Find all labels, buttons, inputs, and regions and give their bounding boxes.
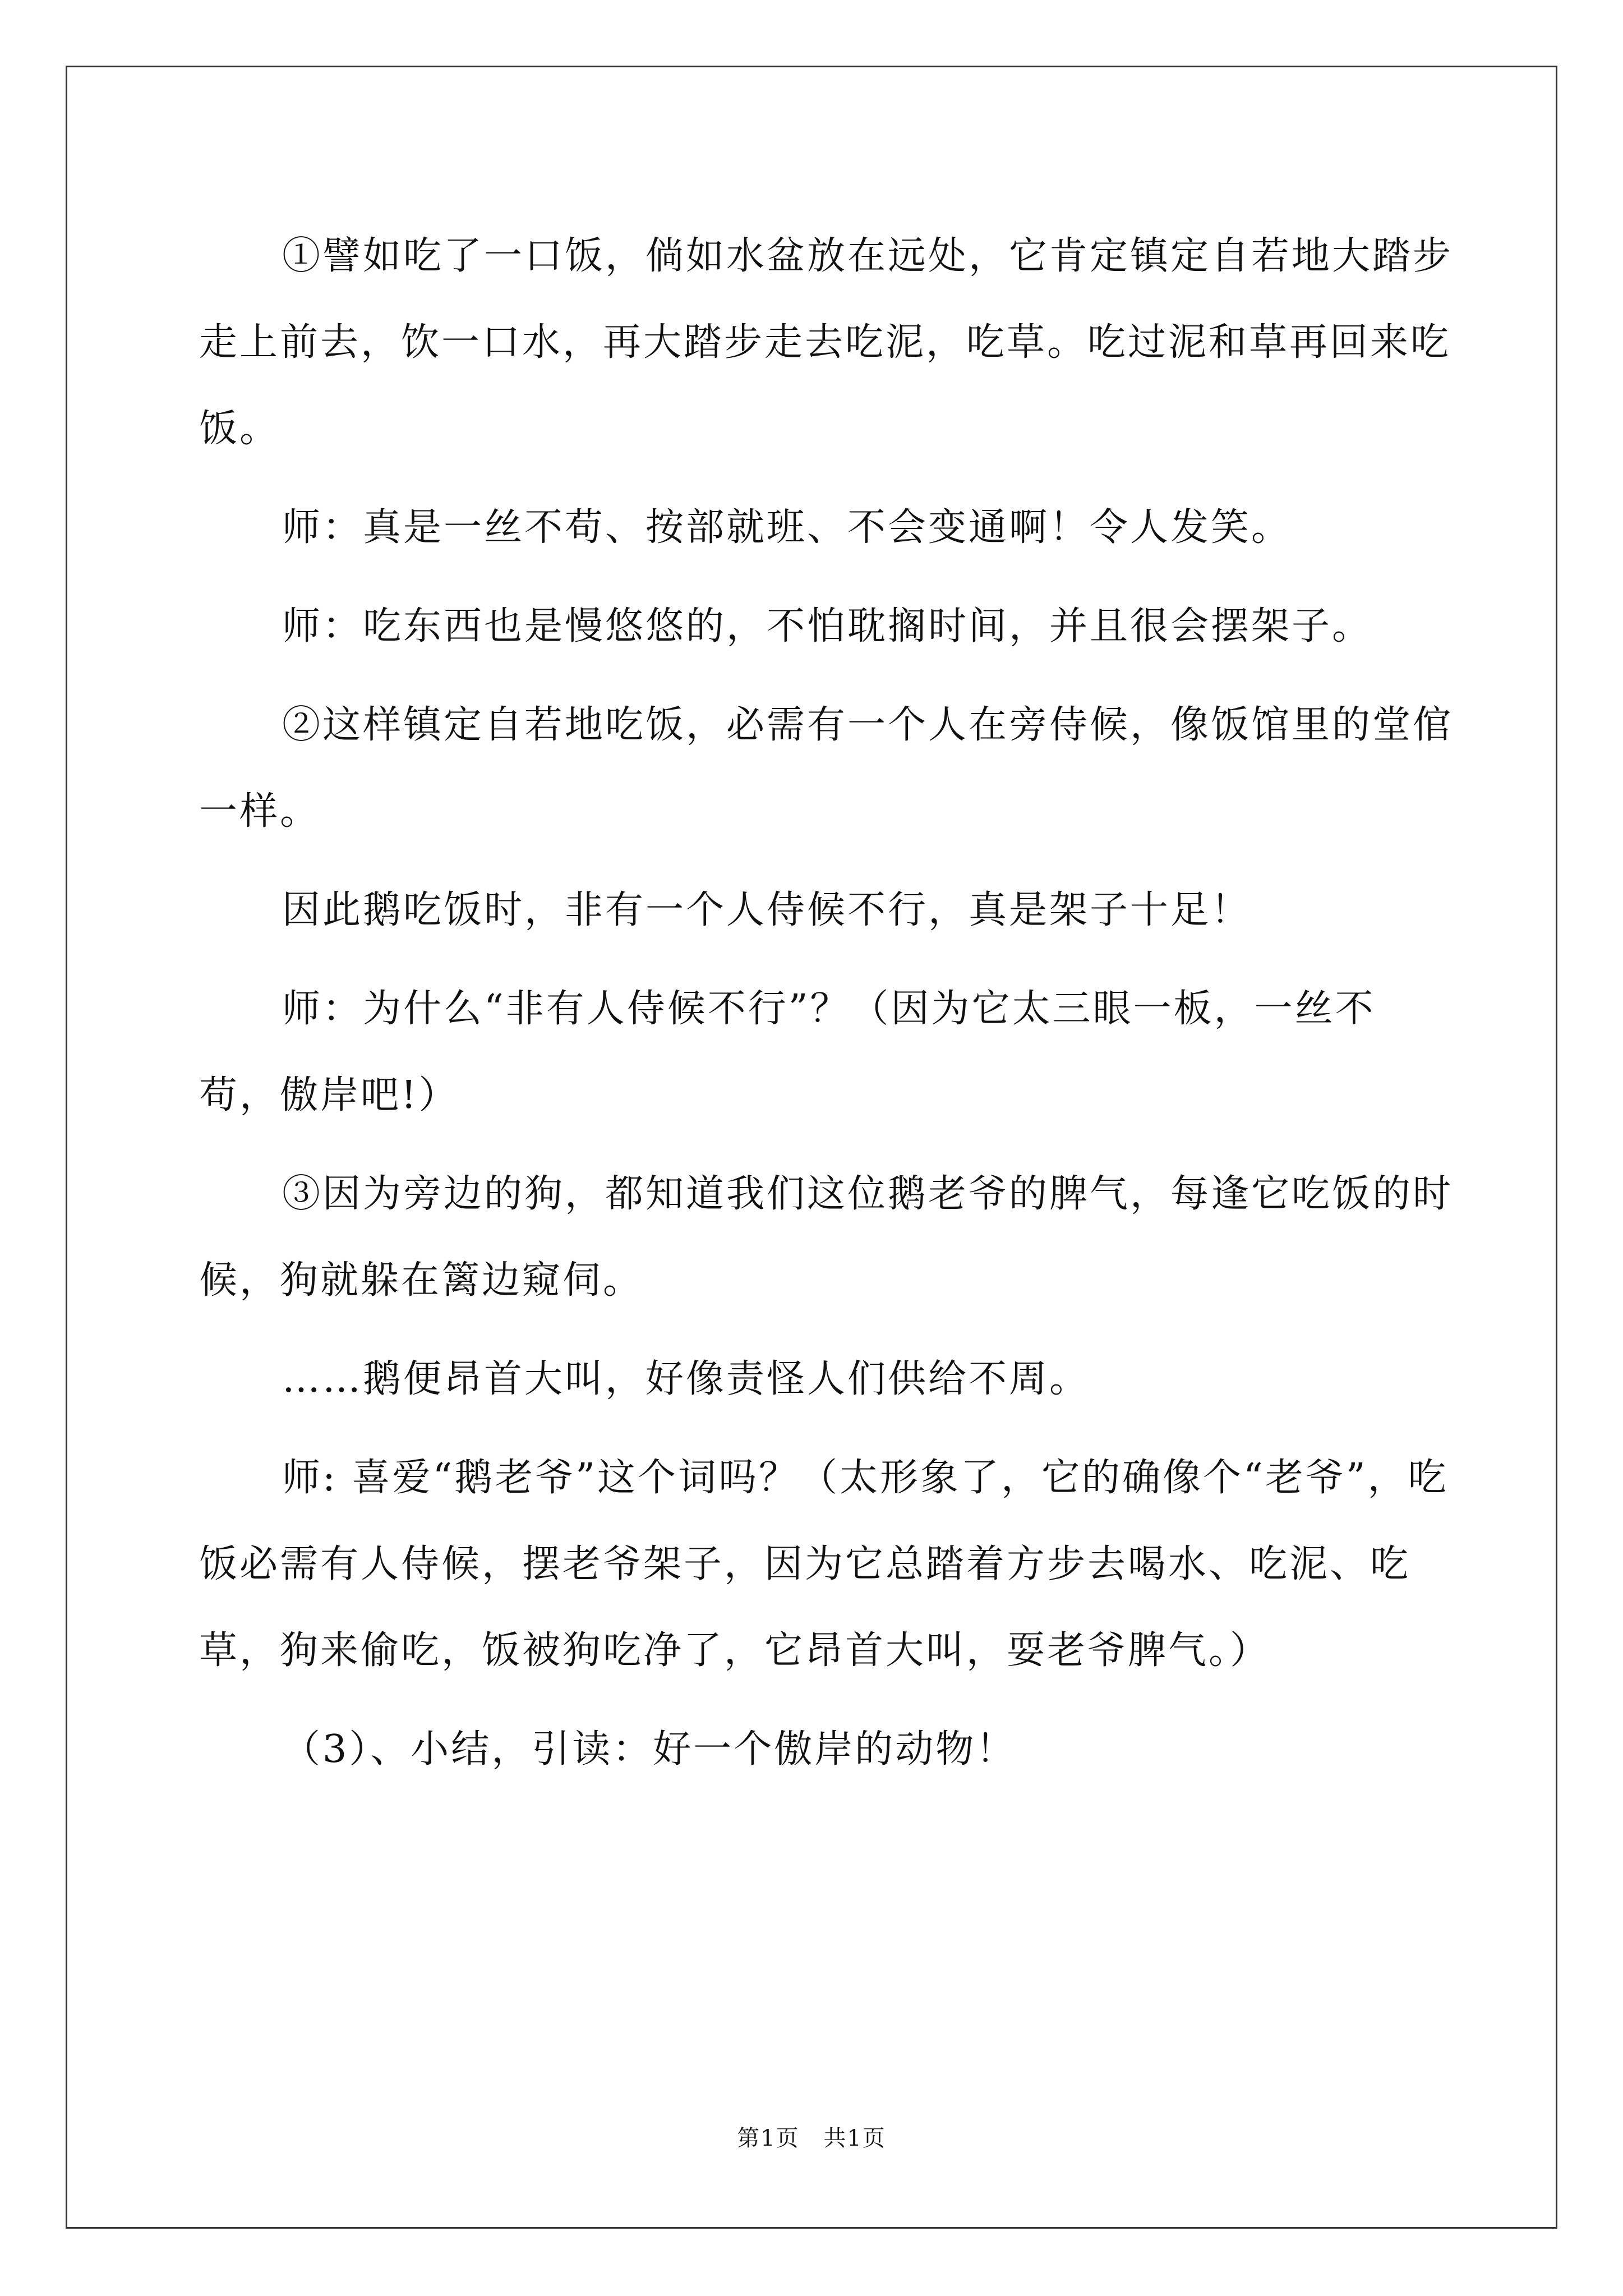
- page-total: 共1页: [823, 2125, 886, 2151]
- paragraph-10: （3）、小结，引读：好一个傲岸的动物！: [282, 1727, 1017, 1772]
- paragraph-5: 因此鹅吃饭时，非有一个人侍候不行，真是架子十足！: [282, 888, 1252, 932]
- paragraph-1: ①譬如吃了一口饭，倘如水盆放在远处，它肯定镇定自若地大踏步走上前去，饮一口水，再大踏步走去吃泥，吃草。吃过泥和草再回来吃饭。: [199, 234, 1454, 451]
- paragraph-3: 师：吃东西也是慢悠悠的，不怕耽搁时间，并且很会摆架子。: [282, 604, 1373, 648]
- page-footer: [0, 2120, 1623, 2152]
- document-body: [199, 213, 1455, 1793]
- paragraph-2: 师：真是一丝不苟、按部就班、不会变通啊！令人发笑。: [282, 505, 1292, 550]
- paragraph-9: 师: 喜爱“鹅老爷”这个词吗？（太形象了，它的确像个“老爷”，吃饭必需有人侍候，摆老爷架子，因为它总踏着方步去喝水、吃泥、吃草，狗来偷吃，饭被狗吃净了，它昂首大叫，耍老爷脾气。）: [199, 1456, 1449, 1673]
- paragraph-7: ③因为旁边的狗，都知道我们这位鹅老爷的脾气，每逢它吃饭的时候，狗就躲在篱边窥伺。: [199, 1172, 1454, 1303]
- paragraph-4: ②这样镇定自若地吃饭，必需有一个人在旁侍候，像饭馆里的堂倌一样。: [199, 703, 1454, 834]
- paragraph-8: ……鹅便昂首大叫，好像责怪人们供给不周。: [282, 1357, 1090, 1401]
- paragraph-6: 师：为什么“非有人侍候不行”？（因为它太三眼一板，一丝不苟，傲岸吧!）: [199, 987, 1376, 1117]
- page-number: 第1页: [737, 2125, 800, 2151]
